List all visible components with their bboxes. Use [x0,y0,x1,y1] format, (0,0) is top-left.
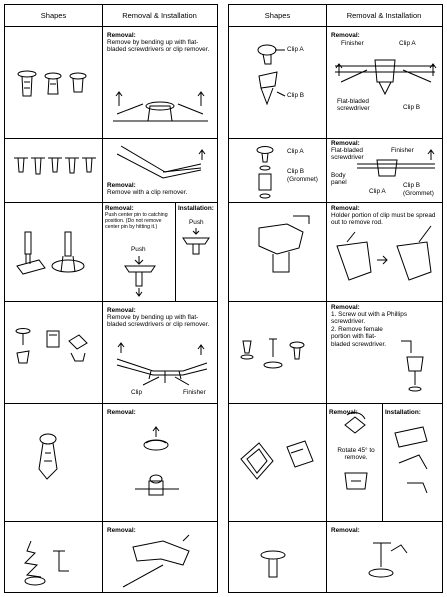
removal-title: Removal: [107,409,136,416]
clip-a-label: Clip A [287,46,304,53]
body-panel-label: Body panel [331,172,347,187]
header-removal-installation: Removal & Installation [346,11,422,20]
removal-title: Removal: [107,182,136,189]
rotate-removal-illustration [103,403,218,521]
shape-cell [5,403,102,521]
rotate-install-diagram [327,403,443,521]
table-row [229,138,442,203]
removal-text: Holder portion of clip must be spread out to remove rod. [331,212,436,227]
table-row [229,301,442,404]
table-row [5,202,217,302]
clip-b-label: Clip B [403,182,421,189]
shape-cell [229,521,326,594]
removal-text: Remove by bending up with flat-bladed screwdrivers or clip remover. [107,39,210,54]
removal-title: Removal: [331,205,360,212]
clip-b-label: Clip B [403,104,421,111]
table-row [5,403,217,522]
shape-cell [5,26,102,138]
removal-title: Removal: [107,527,136,534]
removal-cell [327,138,442,202]
rod-holder-clip-illustration [229,202,326,301]
table-row [229,521,442,594]
removal-title: Removal: [107,32,136,39]
grommet-label: (Grommet) [403,190,434,197]
installation-title: Installation: [178,205,214,212]
clip-a-label: Clip A [287,148,304,155]
clip-b-label: Clip B [287,168,305,175]
removal-cell [103,26,217,138]
removal-cell [327,301,442,403]
header-shapes: Shapes [229,5,327,26]
removal-cell [103,403,217,521]
clip-b-label: Clip B [287,92,305,99]
shape-cell [229,26,326,138]
flat-screwdriver-label: Flat-bladed screwdriver [337,98,370,113]
removal-cell [327,403,442,521]
screw-removal-diagram [327,301,443,403]
removal-cell [103,301,217,403]
table-row [5,301,217,404]
shape-cell [5,301,102,403]
clip-a-label: Clip A [369,188,386,195]
flat-screwdriver-label: Flat-bladed screwdriver [331,147,364,162]
table-row [229,403,442,522]
table-row [229,26,442,139]
hand-removal-illustration [103,521,218,594]
push-pin-clip-illustration [5,202,102,301]
removal-title: Removal: [331,140,360,147]
push-pin-diagram [103,202,218,301]
table-row [5,138,217,203]
shape-cell [229,138,326,202]
removal-cell [327,202,442,301]
screw-clip-illustration [229,301,326,403]
removal-title: Removal: [329,409,358,416]
finisher-label: Finisher [341,40,364,47]
table-header [229,5,442,27]
push-clip-illustration [5,26,102,138]
push-label: Push [189,219,204,226]
removal-step-1: 1. Screw out with a Phillips screwdriver. [331,311,408,326]
clip-a-label: Clip A [399,40,416,47]
table-row [5,26,217,139]
mushroom-clip-illustration [229,521,326,594]
finisher-label: Finisher [391,147,414,154]
shape-cell [229,301,326,403]
clip-table-left [4,4,218,593]
shape-cell [229,202,326,301]
removal-cell [327,521,442,594]
shape-cell [229,403,326,521]
two-piece-removal-diagram [327,26,443,138]
removal-text: Remove by bending up with flat-bladed screwdrivers or clip remover. [107,314,210,329]
removal-title: Removal: [107,307,136,314]
removal-cell [103,521,217,594]
removal-cell [103,202,217,301]
header-shapes: Shapes [5,5,103,26]
bend-clip-finisher-illustration [103,301,218,403]
removal-title: Removal: [331,527,360,534]
bend-up-illustration [103,26,218,138]
grommet-clip-illustration [229,138,326,202]
removal-text: Remove with a clip remover. [107,189,188,196]
clip-table-right [228,4,443,593]
trim-clip-illustration [5,138,102,202]
two-piece-clip-illustration [229,26,326,138]
pull-removal-diagram [327,521,443,594]
removal-text: Push center pin to catching position. (Do not remove center pin by hitting it.) [105,212,168,230]
table-row [5,521,217,594]
rotating-clip-illustration [229,403,326,521]
table-header [5,5,217,27]
clip-label: Clip [131,389,143,396]
grommet-clip-illustration [5,521,102,594]
shape-cell [5,521,102,594]
installation-title: Installation: [385,409,421,416]
removal-step-2: 2. Remove female portion with flat-bladed screwdriver. [331,326,387,348]
grommet-label: (Grommet) [287,176,318,183]
rotate-instruction: Rotate 45° to remove. [337,447,375,462]
removal-title: Removal: [105,205,134,212]
finisher-label: Finisher [183,389,206,396]
removal-title: Removal: [331,32,360,39]
table-row [229,202,442,302]
shape-cell [5,202,102,301]
clip-types-illustration [5,301,102,403]
pin-clip-illustration [5,403,102,521]
removal-cell [327,26,442,138]
rod-removal-diagram [327,202,443,301]
header-removal-installation: Removal & Installation [122,11,197,20]
removal-title: Removal: [331,304,360,311]
push-label: Push [131,246,146,253]
shape-cell [5,138,102,202]
removal-cell [103,138,217,202]
